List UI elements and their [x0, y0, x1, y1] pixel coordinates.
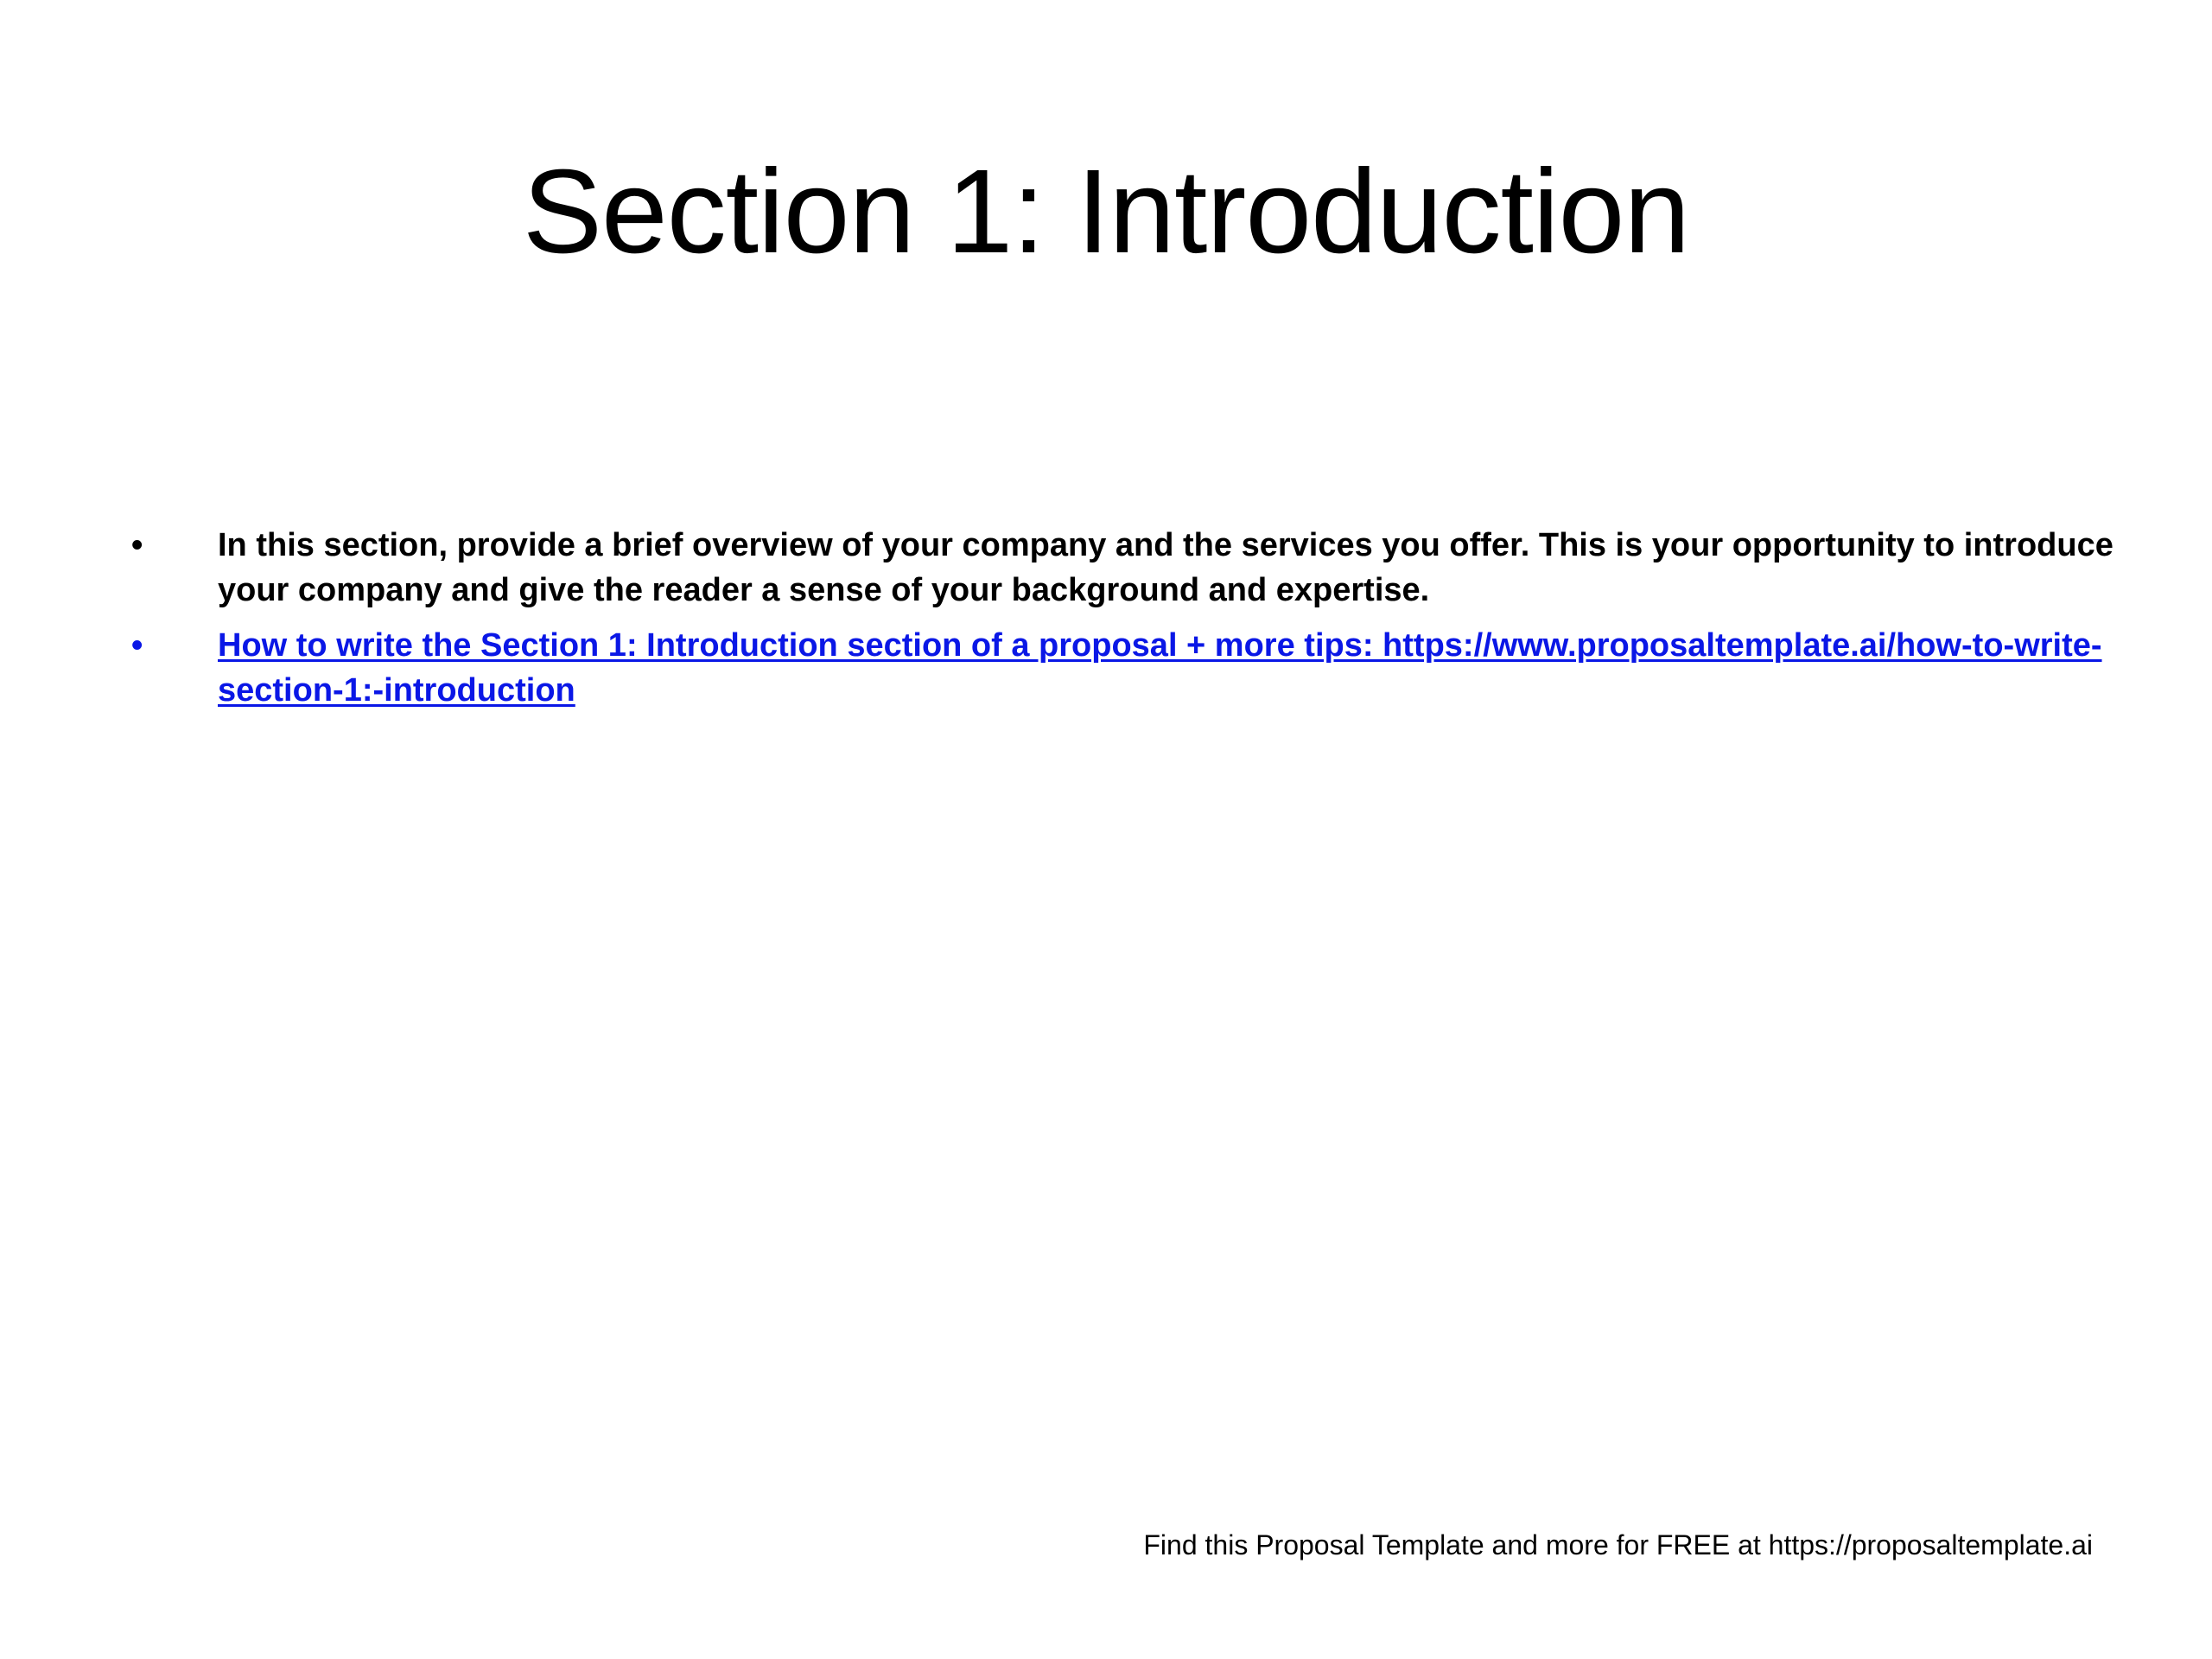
- howto-link[interactable]: How to write the Section 1: Introduction section of a proposal + more tips: https://www.proposaltemplate.ai/how-to-write-section-1:-introduction: [218, 627, 2102, 709]
- bullet-list: [121, 523, 2117, 723]
- bullet-overview-text: In this section, provide a brief overview of your company and the services you offer. This is your opportunity to introduce your company and give the reader a sense of your background and expertise.: [218, 527, 2113, 608]
- bullet-dot-icon: •: [131, 527, 143, 563]
- bullet-howto-link: [121, 623, 2117, 713]
- slide-title: Section 1: Introduction: [522, 145, 1690, 278]
- bullet-overview: [121, 523, 2117, 613]
- bullet-dot-icon: •: [131, 627, 143, 664]
- footer-text: Find this Proposal Template and more for FREE at https://proposaltemplate.ai: [1143, 1529, 2093, 1560]
